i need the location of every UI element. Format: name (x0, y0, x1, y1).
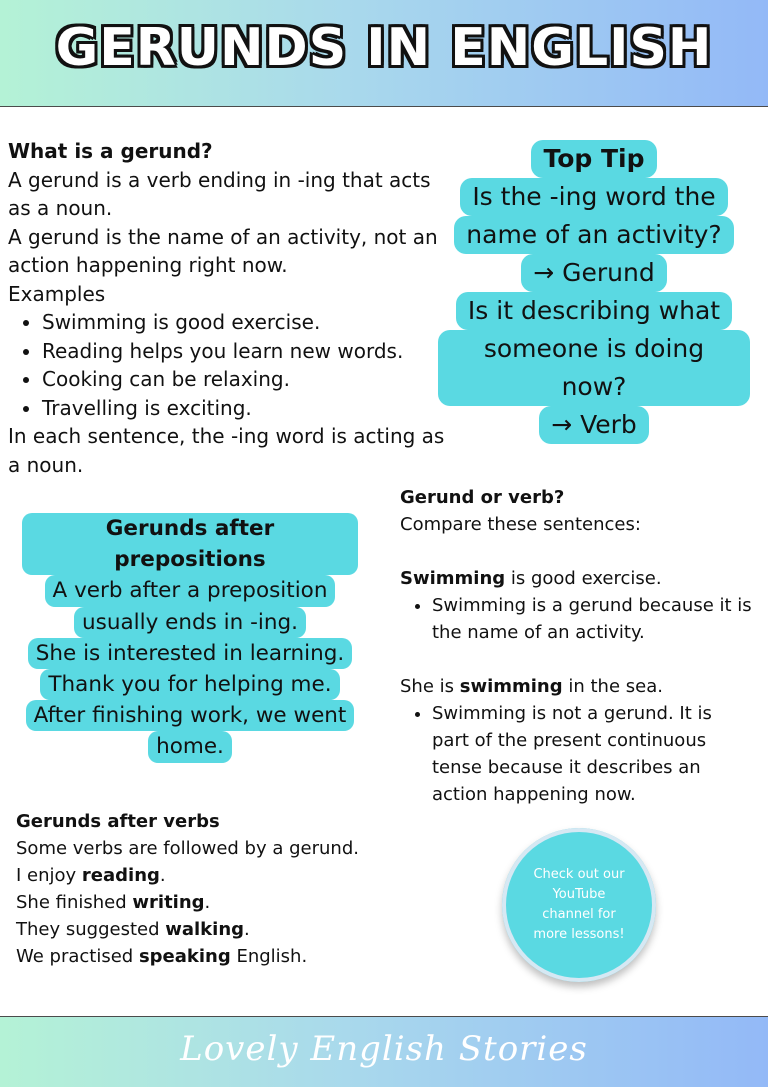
explanation-line: action happening now. (432, 784, 636, 805)
explanation-line: Swimming is not a gerund. It is (432, 703, 712, 724)
tip-line: name of an activity? (454, 216, 733, 254)
explanation-line: tense because it describes an (432, 757, 701, 778)
prep-line: After finishing work, we went (26, 700, 355, 731)
prepositions-box (22, 513, 358, 763)
tip-line: Is it describing what (456, 292, 732, 330)
list-item: • Cooking can be relaxing. (42, 365, 448, 394)
bold-word: swimming (459, 676, 563, 697)
explanation-list (400, 592, 762, 646)
prep-line: usually ends in -ing. (74, 607, 306, 638)
youtube-cta-badge[interactable] (502, 828, 656, 982)
sentence-text: We practised (16, 946, 139, 967)
example-sentence (16, 916, 359, 943)
paragraph-line: Compare these sentences: (400, 514, 641, 535)
example-sentence (16, 943, 359, 970)
prep-line: A verb after a preposition (45, 575, 336, 606)
example-sentence (400, 673, 762, 700)
gerund-or-verb-section (400, 484, 762, 808)
sentence-text: She finished (16, 892, 133, 913)
paragraph-line: action happening right now. (8, 253, 288, 277)
sentence-text: I enjoy (16, 865, 82, 886)
bold-word: writing (132, 892, 205, 913)
prep-line: Thank you for helping me. (40, 669, 339, 700)
paragraph-line: In each sentence, the -ing word is acting as (8, 424, 445, 448)
sentence-text: . (244, 919, 250, 940)
example-sentence (16, 889, 359, 916)
sentence-text: She is (400, 676, 460, 697)
explanation-line: Swimming is a gerund because it is (432, 595, 752, 616)
sentence-text: They suggested (16, 919, 166, 940)
examples-list (8, 308, 448, 422)
bold-word: speaking (138, 946, 231, 967)
sentence-text: English. (230, 946, 308, 967)
prep-line: She is interested in learning. (28, 638, 353, 669)
bold-word: Swimming (400, 568, 506, 589)
section-heading: Gerund or verb? (400, 487, 565, 508)
sentence-text: . (159, 865, 166, 886)
tip-line: someone is doing now? (438, 330, 750, 406)
cta-text: Check out our YouTube channel for more lessons! (533, 867, 625, 942)
list-item (432, 592, 762, 646)
tip-line: Is the -ing word the (460, 178, 727, 216)
sentence-text: is good exercise. (505, 568, 662, 589)
explanation-line: part of the present continuous (432, 730, 707, 751)
explanation-list (400, 700, 762, 808)
example-sentence (400, 565, 762, 592)
tip-line: → Gerund (521, 254, 666, 292)
what-is-gerund-section (8, 137, 448, 479)
section-heading: What is a gerund? (8, 139, 213, 163)
paragraph-line: A gerund is a verb ending in -ing that acts (8, 167, 431, 192)
sentence-text: . (204, 892, 211, 913)
tip-line: → Verb (539, 406, 649, 444)
section-heading: Gerunds after verbs (16, 811, 220, 832)
footer-banner (0, 1016, 768, 1087)
gerunds-after-verbs-section (16, 808, 359, 970)
sentence-text: in the sea. (562, 676, 663, 697)
prep-line: home. (148, 731, 232, 762)
explanation-line: the name of an activity. (432, 622, 645, 643)
page-title: GERUNDS IN ENGLISH (55, 18, 713, 78)
list-item: • Travelling is exciting. (42, 394, 448, 423)
example-sentence (16, 862, 359, 889)
examples-label: Examples (8, 281, 106, 306)
list-item (432, 700, 762, 808)
prepositions-title: Gerunds after prepositions (22, 513, 358, 575)
paragraph-line: Some verbs are followed by a gerund. (16, 838, 359, 859)
bold-word: walking (165, 919, 245, 940)
paragraph-line: as a noun. (8, 196, 113, 220)
top-tip-title: Top Tip (531, 140, 656, 178)
list-item: • Swimming is good exercise. (42, 308, 448, 337)
paragraph-line: a noun. (8, 452, 84, 477)
top-tip-box (438, 140, 750, 444)
brand-name: Lovely English Stories (180, 1029, 588, 1069)
bold-word: reading (81, 865, 160, 886)
paragraph-line: A gerund is the name of an activity, not an (8, 224, 438, 249)
header-banner (0, 0, 768, 107)
list-item: • Reading helps you learn new words. (42, 337, 448, 366)
